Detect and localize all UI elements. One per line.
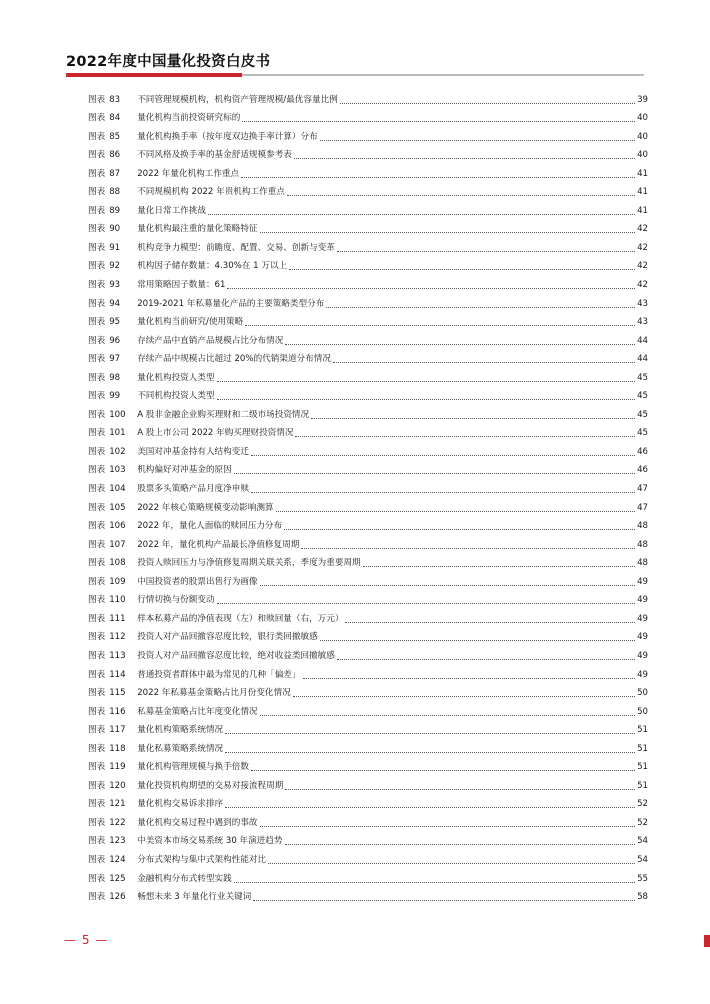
toc-entry-page: 46	[637, 446, 648, 457]
toc-entry-number: 122	[109, 817, 126, 828]
toc-entry[interactable]	[88, 384, 648, 403]
toc-dot-leader	[260, 826, 636, 827]
toc-dot-leader	[345, 622, 635, 623]
toc-entry-page: 43	[637, 317, 648, 328]
toc-entry-number: 126	[109, 892, 126, 903]
toc-entry-label: 图表	[88, 446, 106, 457]
toc-entry[interactable]	[88, 829, 648, 848]
toc-dot-leader	[301, 548, 635, 549]
toc-entry[interactable]	[88, 87, 648, 106]
toc-entry[interactable]	[88, 365, 648, 384]
toc-entry-page: 44	[637, 354, 648, 365]
toc-entry-title: 普通投资者群体中最为常见的几种「偏差」	[137, 669, 301, 680]
toc-entry-page: 40	[637, 113, 648, 124]
toc-dot-leader	[285, 789, 635, 790]
toc-entry-label: 图表	[88, 113, 106, 124]
toc-entry-number: 124	[109, 854, 126, 865]
toc-dot-leader	[217, 381, 636, 382]
toc-entry-label: 图表	[88, 465, 106, 476]
toc-entry[interactable]	[88, 847, 648, 866]
toc-dot-leader	[245, 325, 635, 326]
toc-dot-leader	[284, 529, 635, 530]
toc-entry[interactable]	[88, 588, 648, 607]
toc-entry-number: 91	[109, 242, 121, 253]
toc-entry-label: 图表	[88, 261, 106, 272]
toc-entry-title: 行情切换与份额变动	[137, 595, 215, 606]
toc-entry-title: 机构偏好对冲基金的原因	[137, 465, 232, 476]
header-accent-rule	[66, 73, 242, 77]
toc-entry-page: 39	[637, 94, 648, 105]
toc-entry-label: 图表	[88, 780, 106, 791]
toc-entry-title: 中国投资者的股票出售行为画像	[137, 576, 258, 587]
toc-entry-label: 图表	[88, 743, 106, 754]
toc-dot-leader	[251, 492, 635, 493]
toc-entry-label: 图表	[88, 799, 106, 810]
toc-dot-leader	[340, 103, 635, 104]
toc-entry-label: 图表	[88, 94, 106, 105]
toc-entry[interactable]	[88, 476, 648, 495]
toc-entry-page: 55	[637, 873, 648, 884]
toc-entry[interactable]	[88, 458, 648, 477]
toc-entry[interactable]	[88, 681, 648, 700]
toc-dot-leader	[289, 269, 635, 270]
toc-entry[interactable]	[88, 662, 648, 681]
toc-dot-leader	[285, 844, 636, 845]
toc-entry-title: 机构因子储存数量：4.30%在 1 万以上	[137, 261, 288, 272]
toc-entry-title: 存续产品中直销产品规模占比分布情况	[137, 335, 284, 346]
toc-entry-number: 94	[109, 298, 121, 309]
toc-entry[interactable]	[88, 755, 648, 774]
toc-entry-number: 121	[109, 799, 126, 810]
toc-entry-number: 106	[109, 521, 126, 532]
toc-dot-leader	[295, 436, 635, 437]
toc-entry-title: 量化机构当前研究/使用策略	[137, 317, 244, 328]
toc-entry-number: 110	[109, 595, 126, 606]
toc-entry-label: 图表	[88, 706, 106, 717]
toc-entry-label: 图表	[88, 224, 106, 235]
toc-entry[interactable]	[88, 124, 648, 143]
toc-entry-number: 103	[109, 465, 126, 476]
toc-entry-number: 109	[109, 576, 126, 587]
toc-dot-leader	[333, 362, 635, 363]
toc-entry-page: 51	[637, 762, 648, 773]
toc-dot-leader	[251, 770, 635, 771]
toc-entry-page: 49	[637, 613, 648, 624]
toc-entry-title: 中美资本市场交易系统 30 年演进趋势	[137, 836, 283, 847]
document-title: 2022年度中国量化投资白皮书	[66, 54, 271, 70]
toc-entry-title: 美国对冲基金持有人结构变迁	[137, 446, 249, 457]
toc-entry-label: 图表	[88, 409, 106, 420]
toc-entry-title: 常用策略因子数量：61	[137, 280, 226, 291]
toc-entry-label: 图表	[88, 391, 106, 402]
toc-entry-page: 44	[637, 335, 648, 346]
toc-entry-title: 股票多头策略产品月度净申赎	[137, 484, 249, 495]
toc-dot-leader	[337, 251, 635, 252]
toc-entry[interactable]	[88, 792, 648, 811]
toc-entry[interactable]	[88, 143, 648, 162]
toc-dot-leader	[260, 715, 636, 716]
toc-entry-number: 115	[109, 688, 126, 699]
toc-dot-leader	[208, 214, 635, 215]
toc-entry[interactable]	[88, 272, 648, 291]
toc-entry[interactable]	[88, 773, 648, 792]
toc-entry-label: 图表	[88, 725, 106, 736]
toc-dot-leader	[268, 863, 635, 864]
toc-dot-leader	[260, 585, 636, 586]
toc-entry-label: 图表	[88, 484, 106, 495]
toc-dot-leader	[241, 177, 635, 178]
toc-entry-number: 118	[109, 743, 126, 754]
toc-entry-title: 量化机构投资人类型	[137, 372, 215, 383]
toc-entry-number: 87	[109, 168, 121, 179]
toc-entry-page: 49	[637, 595, 648, 606]
toc-entry-page: 52	[637, 817, 648, 828]
toc-entry[interactable]	[88, 421, 648, 440]
toc-entry-label: 图表	[88, 817, 106, 828]
toc-entry[interactable]	[88, 310, 648, 329]
toc-entry-title: 畅想未来 3 年量化行业关键词	[137, 892, 252, 903]
toc-dot-leader	[225, 733, 635, 734]
toc-dot-leader	[287, 195, 635, 196]
toc-entry[interactable]	[88, 810, 648, 829]
toc-entry-page: 42	[637, 261, 648, 272]
toc-entry-number: 116	[109, 706, 126, 717]
toc-entry-title: A 股非金融企业购买理财和二级市场投资情况	[137, 409, 310, 420]
toc-entry-number: 95	[109, 317, 121, 328]
toc-entry-label: 图表	[88, 187, 106, 198]
toc-dot-leader	[234, 473, 635, 474]
toc-entry-label: 图表	[88, 539, 106, 550]
toc-entry-title: 2022 年量化机构工作重点	[137, 168, 240, 179]
toc-entry-title: 机构竞争力模型：前瞻度、配置、交易、创新与变革	[137, 242, 335, 253]
toc-entry-title: 量化机构管理规模与换手倍数	[137, 762, 249, 773]
toc-entry-page: 45	[637, 409, 648, 420]
toc-entry-title: 投资人赎回压力与净值修复周期关联关系，季度为重要周期	[137, 558, 361, 569]
toc-entry-label: 图表	[88, 280, 106, 291]
toc-entry-number: 111	[109, 613, 126, 624]
toc-entry-label: 图表	[88, 613, 106, 624]
toc-entry-number: 90	[109, 224, 121, 235]
toc-entry-title: 量化投资机构期望的交易对接流程周期	[137, 780, 284, 791]
toc-entry-page: 48	[637, 558, 648, 569]
toc-entry-title: 不同机构投资人类型	[137, 391, 215, 402]
toc-entry-label: 图表	[88, 873, 106, 884]
toc-entry-title: 量化私募策略系统情况	[137, 743, 224, 754]
toc-entry-page: 47	[637, 484, 648, 495]
toc-entry[interactable]	[88, 402, 648, 421]
toc-dot-leader	[285, 344, 635, 345]
toc-entry-label: 图表	[88, 168, 106, 179]
toc-entry-number: 100	[109, 409, 126, 420]
toc-entry-number: 92	[109, 261, 121, 272]
toc-entry-page: 46	[637, 465, 648, 476]
toc-dot-leader	[276, 511, 636, 512]
toc-dot-leader	[225, 807, 635, 808]
toc-entry-number: 114	[109, 669, 126, 680]
toc-entry-label: 图表	[88, 354, 106, 365]
toc-entry-page: 58	[637, 892, 648, 903]
toc-entry[interactable]	[88, 439, 648, 458]
toc-entry-label: 图表	[88, 558, 106, 569]
toc-entry-title: 投资人对产品回撤容忍度比较，银行类回撤敏感	[137, 632, 318, 643]
toc-entry-number: 104	[109, 484, 126, 495]
toc-entry-number: 99	[109, 391, 121, 402]
toc-entry[interactable]	[88, 625, 648, 644]
toc-entry-number: 88	[109, 187, 121, 198]
toc-dot-leader	[234, 882, 635, 883]
toc-entry-label: 图表	[88, 669, 106, 680]
toc-dot-leader	[217, 399, 636, 400]
toc-dot-leader	[251, 455, 635, 456]
toc-dot-leader	[227, 288, 635, 289]
toc-entry[interactable]	[88, 514, 648, 533]
toc-entry-title: 2022 年，量化机构产品最长净值修复周期	[137, 539, 300, 550]
toc-entry-page: 51	[637, 780, 648, 791]
toc-entry-page: 50	[637, 688, 648, 699]
toc-entry-label: 图表	[88, 650, 106, 661]
toc-entry-number: 89	[109, 205, 121, 216]
toc-entry[interactable]	[88, 866, 648, 885]
toc-entry-label: 图表	[88, 502, 106, 513]
toc-entry-page: 40	[637, 150, 648, 161]
toc-entry-page: 47	[637, 502, 648, 513]
toc-entry-title: 量化机构交易诉求排序	[137, 799, 224, 810]
toc-entry-label: 图表	[88, 762, 106, 773]
toc-entry-page: 48	[637, 539, 648, 550]
toc-entry-number: 85	[109, 131, 121, 142]
toc-entry-page: 42	[637, 280, 648, 291]
toc-entry-label: 图表	[88, 595, 106, 606]
toc-entry-page: 40	[637, 131, 648, 142]
toc-entry[interactable]	[88, 736, 648, 755]
toc-entry-title: 量化机构最注重的量化策略特征	[137, 224, 258, 235]
toc-entry-page: 54	[637, 854, 648, 865]
toc-entry-page: 41	[637, 168, 648, 179]
toc-entry[interactable]	[88, 198, 648, 217]
toc-entry-title: 2019-2021 年私募量化产品的主要策略类型分布	[137, 298, 325, 309]
footer-accent-mark	[704, 935, 710, 947]
toc-entry-number: 84	[109, 113, 121, 124]
toc-entry-number: 107	[109, 539, 126, 550]
toc-entry-title: 金融机构分布式转型实践	[137, 873, 232, 884]
toc-entry[interactable]	[88, 180, 648, 199]
toc-entry-label: 图表	[88, 632, 106, 643]
toc-entry-label: 图表	[88, 854, 106, 865]
toc-dot-leader	[326, 307, 635, 308]
toc-entry-number: 83	[109, 94, 121, 105]
toc-entry-number: 123	[109, 836, 126, 847]
toc-entry-label: 图表	[88, 836, 106, 847]
toc-entry-title: 量化日常工作挑战	[137, 205, 206, 216]
toc-entry-number: 112	[109, 632, 126, 643]
toc-entry-label: 图表	[88, 317, 106, 328]
toc-entry-page: 45	[637, 428, 648, 439]
toc-dot-leader	[253, 900, 635, 901]
toc-dot-leader	[225, 752, 635, 753]
toc-dot-leader	[242, 121, 635, 122]
toc-entry-label: 图表	[88, 688, 106, 699]
toc-entry-page: 51	[637, 725, 648, 736]
toc-dot-leader	[320, 140, 635, 141]
toc-entry-title: 不同规模机构 2022 年贵机构工作重点	[137, 187, 285, 198]
toc-entry-page: 41	[637, 205, 648, 216]
toc-entry-title: 不同风格及换手率的基金舒适规模参考表	[137, 150, 292, 161]
toc-entry-page: 54	[637, 836, 648, 847]
toc-dot-leader	[311, 418, 635, 419]
toc-entry[interactable]	[88, 495, 648, 514]
toc-entry-title: 不同管理规模机构，机构资产管理规模/最优容量比例	[137, 94, 338, 105]
toc-entry[interactable]	[88, 254, 648, 273]
toc-entry[interactable]	[88, 217, 648, 236]
toc-entry-page: 45	[637, 372, 648, 383]
toc-dot-leader	[293, 696, 635, 697]
toc-entry-number: 113	[109, 650, 126, 661]
toc-entry-number: 96	[109, 335, 121, 346]
toc-entry-number: 119	[109, 762, 126, 773]
toc-entry-title: 分布式架构与集中式架构性能对比	[137, 854, 267, 865]
toc-entry-label: 图表	[88, 298, 106, 309]
toc-entry-page: 42	[637, 242, 648, 253]
toc-entry-number: 102	[109, 446, 126, 457]
toc-entry-label: 图表	[88, 428, 106, 439]
figure-list	[88, 87, 648, 903]
toc-entry-label: 图表	[88, 372, 106, 383]
toc-entry[interactable]	[88, 699, 648, 718]
toc-entry[interactable]	[88, 106, 648, 125]
toc-entry-label: 图表	[88, 131, 106, 142]
toc-entry-page: 50	[637, 706, 648, 717]
toc-entry[interactable]	[88, 569, 648, 588]
toc-entry-title: 2022 年核心策略规模变动影响测算	[137, 502, 274, 513]
page-number: — 5 —	[64, 933, 109, 947]
toc-entry-title: 私募基金策略占比年度变化情况	[137, 706, 258, 717]
toc-entry[interactable]	[88, 347, 648, 366]
toc-entry-page: 49	[637, 632, 648, 643]
toc-entry-title: 存续产品中规模占比超过 20%的代销渠道分布情况	[137, 354, 331, 365]
toc-entry-page: 45	[637, 391, 648, 402]
toc-dot-leader	[294, 158, 635, 159]
toc-entry[interactable]	[88, 885, 648, 904]
toc-entry-number: 86	[109, 150, 121, 161]
toc-entry-title: A 股上市公司 2022 年购买理财投资情况	[137, 428, 294, 439]
toc-entry-title: 2022 年，量化人面临的赎回压力分布	[137, 521, 283, 532]
toc-entry[interactable]	[88, 235, 648, 254]
toc-entry-number: 125	[109, 873, 126, 884]
toc-dot-leader	[303, 678, 636, 679]
toc-entry-title: 量化机构交易过程中遇到的事故	[137, 817, 258, 828]
toc-entry-label: 图表	[88, 576, 106, 587]
toc-entry-title: 量化机构换手率（按年度双边换手率计算）分布	[137, 131, 318, 142]
toc-entry[interactable]	[88, 606, 648, 625]
toc-entry-page: 49	[637, 650, 648, 661]
toc-entry-label: 图表	[88, 521, 106, 532]
toc-entry[interactable]	[88, 161, 648, 180]
toc-entry-title: 样本私募产品的净值表现（左）和赎回量（右，万元）	[137, 613, 344, 624]
toc-entry-title: 量化机构策略系统情况	[137, 725, 224, 736]
toc-entry-number: 120	[109, 780, 126, 791]
toc-dot-leader	[337, 659, 635, 660]
toc-entry-page: 49	[637, 669, 648, 680]
toc-entry-label: 图表	[88, 335, 106, 346]
toc-entry-title: 2022 年私募基金策略占比月份变化情况	[137, 688, 291, 699]
toc-entry-number: 97	[109, 354, 121, 365]
toc-entry-label: 图表	[88, 242, 106, 253]
toc-entry[interactable]	[88, 643, 648, 662]
toc-entry-number: 101	[109, 428, 126, 439]
toc-entry-page: 52	[637, 799, 648, 810]
toc-entry-page: 51	[637, 743, 648, 754]
toc-dot-leader	[217, 603, 636, 604]
toc-dot-leader	[260, 232, 636, 233]
toc-entry-number: 98	[109, 372, 121, 383]
toc-entry[interactable]	[88, 718, 648, 737]
toc-entry[interactable]	[88, 532, 648, 551]
toc-entry-number: 105	[109, 502, 126, 513]
toc-entry[interactable]	[88, 291, 648, 310]
toc-entry-title: 投资人对产品回撤容忍度比较，绝对收益类回撤敏感	[137, 650, 335, 661]
toc-entry-label: 图表	[88, 205, 106, 216]
toc-entry-page: 43	[637, 298, 648, 309]
toc-entry-page: 48	[637, 521, 648, 532]
toc-entry-number: 117	[109, 725, 126, 736]
toc-entry-number: 108	[109, 558, 126, 569]
toc-entry-label: 图表	[88, 892, 106, 903]
toc-entry-title: 量化机构当前投资研究标的	[137, 113, 241, 124]
toc-entry-page: 49	[637, 576, 648, 587]
toc-entry[interactable]	[88, 328, 648, 347]
toc-entry-page: 41	[637, 187, 648, 198]
toc-dot-leader	[320, 640, 635, 641]
toc-entry-number: 93	[109, 280, 121, 291]
toc-dot-leader	[363, 566, 635, 567]
toc-entry-page: 42	[637, 224, 648, 235]
toc-entry-label: 图表	[88, 150, 106, 161]
toc-entry[interactable]	[88, 551, 648, 570]
